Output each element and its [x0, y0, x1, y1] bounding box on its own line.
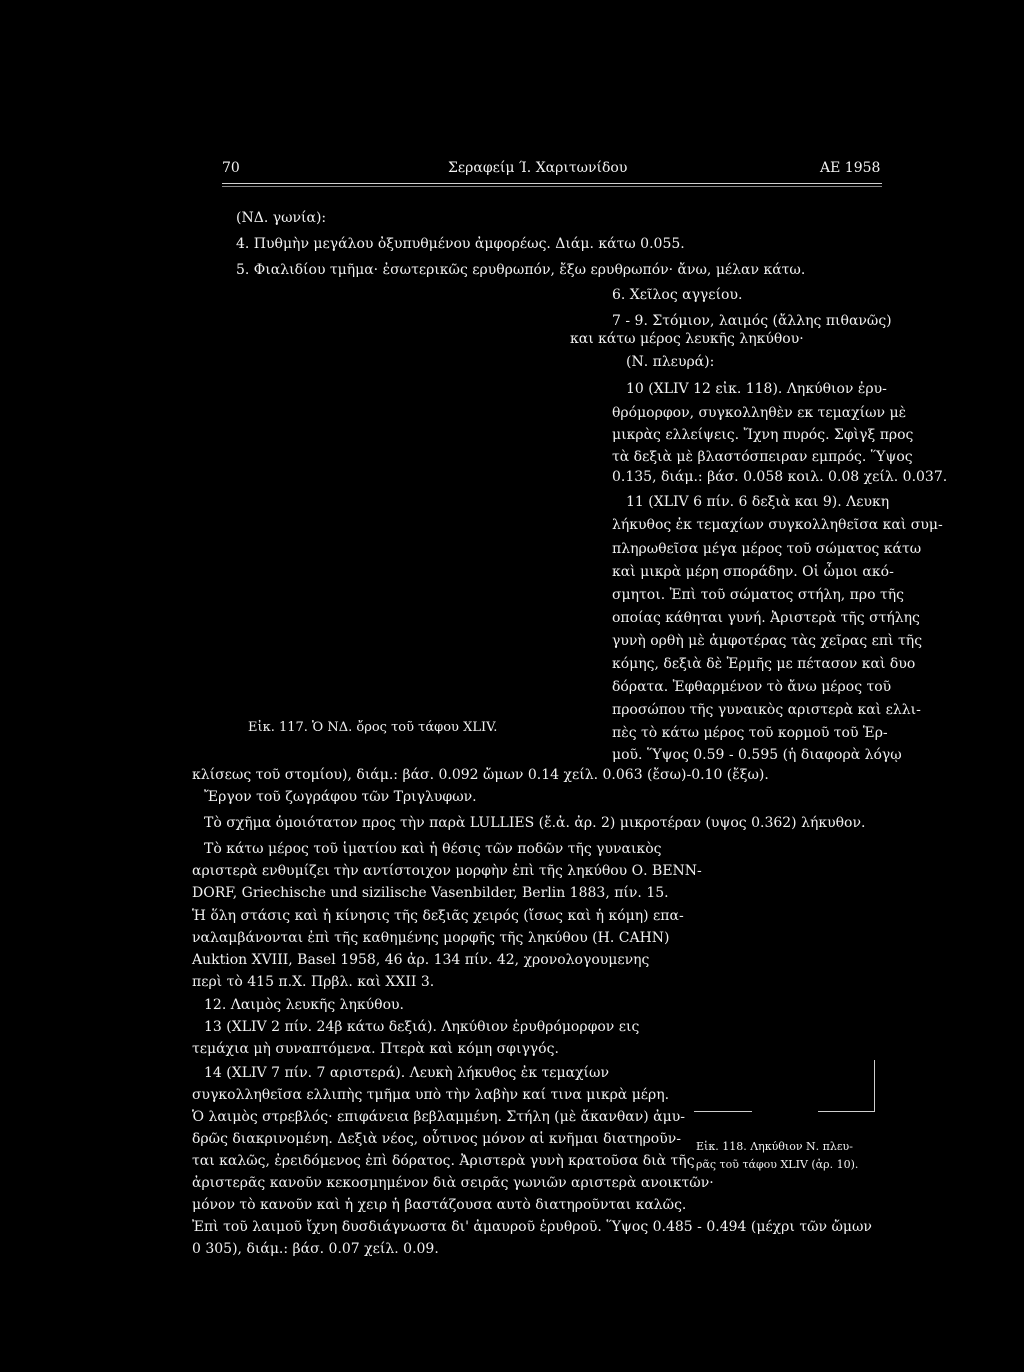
text-line: περὶ τὸ 415 π.Χ. Πρβλ. καὶ XXII 3. [192, 974, 435, 990]
text-line: πληρωθεῖσα μέγα μέρος τοῦ σώματος κάτω [612, 541, 922, 557]
text-line: κόμης, δεξιὰ δὲ Ἑρμῆς με πέτασον καὶ δυο [612, 656, 916, 672]
running-head-author: Σεραφείμ Ί. Χαριτωνίδου [448, 160, 628, 176]
text-line: τὰ δεξιὰ μὲ βλαστόσπειραν εμπρός. Ὕψος [612, 449, 913, 465]
text-line: προσώπου τῆς γυναικὸς αριστερὰ καὶ ελλι- [612, 702, 921, 718]
text-line: 0.135, διάμ.: βάσ. 0.058 κοιλ. 0.08 χείλ. 0.037. [612, 469, 948, 485]
text-line: 13 (XLIV 2 πίν. 24β κάτω δεξιά). Ληκύθιον ἐρυθρόμορφον εις [204, 1019, 640, 1035]
text-line: Ἔργον τοῦ ζωγράφου τῶν Τριγλυφων. [204, 789, 477, 805]
text-line: κλίσεως τοῦ στομίου), διάμ.: βάσ. 0.092 ὤμων 0.14 χείλ. 0.063 (ἔσω)-0.10 (ἔξω). [192, 767, 769, 783]
figure-118-caption-line-1: Εἰκ. 118. Ληκύθιον Ν. πλευ- [696, 1140, 853, 1153]
text-line: πὲς τὸ κάτω μέρος τοῦ κορμοῦ τοῦ Ἑρ- [612, 725, 888, 741]
text-line: γυνὴ ορθὴ μὲ ἀμφοτέρας τὰς χεῖρας επὶ τῆς [612, 633, 923, 649]
text-line: Τὸ σχῆμα ὁμοιότατον προς τὴν παρὰ LULLIES (ἔ.ἀ. ἀρ. 2) μικροτέραν (υψος 0.362) λήκυθον. [204, 815, 866, 831]
text-line: 0 305), διάμ.: βάσ. 0.07 χείλ. 0.09. [192, 1241, 439, 1257]
text-line: 5. Φιαλιδίου τμῆμα· ἐσωτερικῶς ερυθρωπόν, ἔξω ερυθρωπόν· ἄνω, μέλαν κάτω. [236, 262, 806, 278]
text-line: μόνον τὸ κανοῦν καὶ ἡ χειρ ἡ βαστάζουσα αυτὸ διατηροῦνται καλῶς. [192, 1197, 687, 1213]
text-line: Ἡ ὅλη στάσις καὶ ἡ κίνησις τῆς δεξιᾶς χειρός (ἴσως καὶ ἡ κόμη) επα- [192, 908, 684, 924]
text-line: καὶ μικρὰ μέρη σποράδην. Οἱ ὦμοι ακό- [612, 564, 894, 580]
text-line: και κάτω μέρος λευκῆς ληκύθου· [570, 331, 804, 347]
text-line: 6. Χεῖλος αγγείου. [612, 287, 743, 303]
text-line: 14 (XLIV 7 πίν. 7 αριστερά). Λευκὴ λήκυθος ἐκ τεμαχίων [204, 1065, 609, 1081]
figure-118-rule-vertical [874, 1060, 875, 1112]
text-line: 7 - 9. Στόμιον, λαιμός (ἄλλης πιθανῶς) [612, 313, 892, 329]
text-line: οποίας κάθηται γυνή. Ἀριστερὰ τῆς στήλης [612, 610, 920, 626]
header-rule-2 [222, 186, 882, 187]
text-line: (ΝΔ. γωνία): [236, 210, 327, 226]
text-line: DORF, Griechische und sizilische Vasenbilder, Berlin 1883, πίν. 15. [192, 885, 669, 901]
running-head-journal: ΑΕ 1958 [820, 160, 881, 176]
text-line: τεμάχια μὴ συναπτόμενα. Πτερὰ καὶ κόμη σφιγγός. [192, 1041, 559, 1057]
text-line: 11 (XLIV 6 πίν. 6 δεξιὰ και 9). Λευκη [626, 494, 890, 510]
page-number: 70 [222, 160, 240, 176]
text-line: σμητοι. Ἐπὶ τοῦ σώματος στήλη, προ τῆς [612, 587, 904, 603]
text-line: δρῶς διακρινομένη. Δεξιὰ νέος, οὗτινος μόνον αἱ κνῆμαι διατηροῦν- [192, 1131, 681, 1147]
text-line: 10 (XLIV 12 εἰκ. 118). Ληκύθιον ἐρυ- [626, 381, 887, 397]
header-rule [222, 183, 882, 184]
text-line: (Ν. πλευρά): [626, 354, 715, 370]
text-line: Ἐπὶ τοῦ λαιμοῦ ἴχνη δυσδιάγνωστα δι' ἀμαυροῦ ἐρυθροῦ. Ὕψος 0.485 - 0.494 (μέχρι τῶν ὤμων [192, 1219, 872, 1235]
text-line: μικρὰς ελλείψεις. Ἴχνη πυρός. Σφὶγξ προς [612, 427, 914, 443]
text-line: Τὸ κάτω μέρος τοῦ ἱματίου καὶ ἡ θέσις τῶν ποδῶν τῆς γυναικὸς [204, 841, 662, 857]
text-line: συγκολληθεῖσα ελλιπὴς τμῆμα υπὸ τὴν λαβὴν καί τινα μικρὰ μέρη. [192, 1087, 670, 1103]
text-line: Ὁ λαιμὸς στρεβλός· επιφάνεια βεβλαμμένη. Στήλη (μὲ ἄκανθαν) ἀμυ- [192, 1109, 685, 1125]
figure-118-rule-right [818, 1111, 874, 1112]
text-line: θρόμορφον, συγκολληθὲν εκ τεμαχίων μὲ [612, 405, 907, 421]
text-line: αριστερὰ ενθυμίζει τὴν αντίστοιχον μορφὴν ἐπὶ τῆς ληκύθου Ο. BENN- [192, 863, 702, 879]
figure-118-caption-line-2: ρᾶς τοῦ τάφου XLIV (ἀρ. 10). [696, 1158, 859, 1171]
figure-118-rule-left [694, 1111, 752, 1112]
text-line: ται καλῶς, ἐρειδόμενος ἐπὶ δόρατος. Ἀριστερὰ γυνὴ κρατοῦσα διὰ τῆς [192, 1153, 695, 1169]
figure-117-caption: Εἰκ. 117. Ὁ ΝΔ. ὄρος τοῦ τάφου XLIV. [248, 720, 498, 735]
text-line: δόρατα. Ἐφθαρμένον τὸ ἄνω μέρος τοῦ [612, 679, 892, 695]
text-line: ἀριστερᾶς κανοῦν κεκοσμημένον διὰ σειρᾶς γωνιῶν αριστερὰ ανοικτῶν· [192, 1175, 714, 1191]
text-line: 4. Πυθμὴν μεγάλου ὀξυπυθμένου ἀμφορέως. Διάμ. κάτω 0.055. [236, 236, 685, 252]
text-line: λήκυθος ἐκ τεμαχίων συγκολληθεῖσα καὶ συμ- [612, 517, 943, 533]
text-line: ναλαμβάνονται ἐπὶ τῆς καθημένης μορφῆς τῆς ληκύθου (H. CAHN) [192, 930, 670, 946]
text-line: μοῦ. Ὕψος 0.59 - 0.595 (ἡ διαφορὰ λόγῳ [612, 747, 902, 763]
text-line: 12. Λαιμὸς λευκῆς ληκύθου. [204, 997, 404, 1013]
text-line: Auktion XVIII, Basel 1958, 46 ἀρ. 134 πίν. 42, χρονολογουμενης [192, 952, 650, 968]
